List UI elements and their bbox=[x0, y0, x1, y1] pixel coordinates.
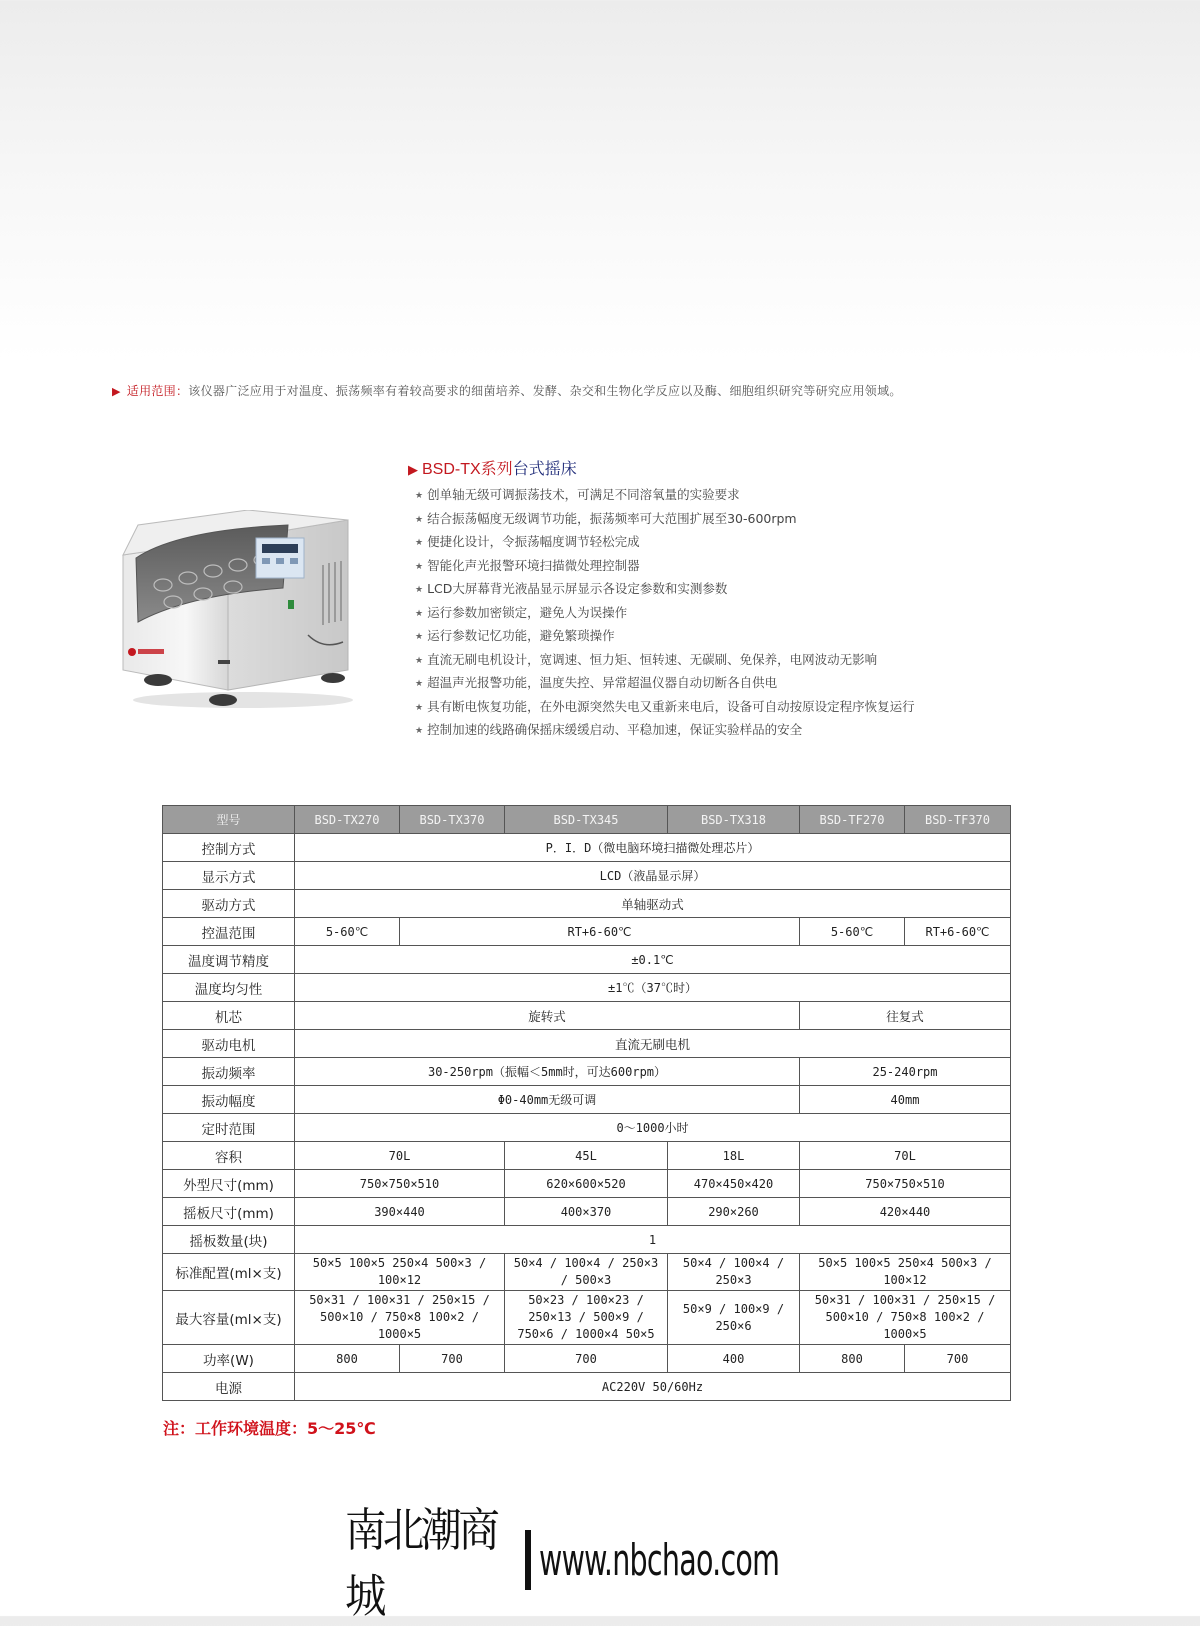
table-row bbox=[163, 946, 1011, 974]
table-row bbox=[163, 1198, 1011, 1226]
table-row bbox=[163, 1142, 1011, 1170]
table-cell: 5-60℃ bbox=[295, 918, 400, 946]
table-row bbox=[163, 1226, 1011, 1254]
feature-item: ★ LCD大屏幕背光液晶显示屏显示各设定参数和实测参数 bbox=[415, 581, 728, 596]
row-label: 温度均匀性 bbox=[163, 974, 295, 1002]
table-cell: 750×750×510 bbox=[295, 1170, 505, 1198]
table-cell: 400×370 bbox=[505, 1198, 668, 1226]
row-label: 温度调节精度 bbox=[163, 946, 295, 974]
table-row bbox=[163, 1170, 1011, 1198]
table-cell: 25-240rpm bbox=[800, 1058, 1011, 1086]
table-cell: 40mm bbox=[800, 1086, 1011, 1114]
watermark-brand: 南北潮商城 bbox=[345, 1503, 497, 1623]
table-row bbox=[163, 974, 1011, 1002]
table-cell: LCD（液晶显示屏） bbox=[295, 862, 1011, 890]
row-label: 摇板数量(块) bbox=[163, 1226, 295, 1254]
feature-item: ★ 运行参数记忆功能，避免繁琐操作 bbox=[415, 628, 615, 643]
table-cell: 往复式 bbox=[800, 1002, 1011, 1030]
table-row bbox=[163, 1114, 1011, 1142]
table-cell: 50×4 / 100×4 / 250×3 bbox=[668, 1254, 800, 1291]
row-label: 标准配置(ml×支) bbox=[163, 1254, 295, 1291]
series-title bbox=[408, 456, 577, 479]
spec-table bbox=[162, 805, 1011, 1401]
table-cell: 50×5 100×5 250×4 500×3 / 100×12 bbox=[295, 1254, 505, 1291]
star-bullet-icon: ★ bbox=[415, 561, 424, 572]
table-row bbox=[163, 1086, 1011, 1114]
scope-text: 该仪器广泛应用于对温度、振荡频率有着较高要求的细菌培养、发酵、杂交和生物化学反应以及酶、细胞组织研究等研究应用领域。 bbox=[188, 384, 902, 398]
feature-item: ★ 直流无刷电机设计，宽调速、恒力矩、恒转速、无碳刷、免保养，电网波动无影响 bbox=[415, 651, 878, 667]
table-row bbox=[163, 1254, 1011, 1291]
table-header-row bbox=[163, 806, 1011, 834]
table-cell: 470×450×420 bbox=[668, 1170, 800, 1198]
table-cell: 50×23 / 100×23 / 250×13 / 500×9 / 750×6 / 1000×4 50×5 bbox=[505, 1291, 668, 1345]
table-row bbox=[163, 1291, 1011, 1345]
star-bullet-icon: ★ bbox=[415, 585, 424, 595]
table-cell: 单轴驱动式 bbox=[295, 890, 1011, 918]
row-label: 容积 bbox=[163, 1142, 295, 1170]
star-bullet-icon: ★ bbox=[415, 491, 424, 501]
star-bullet-icon: ★ bbox=[415, 679, 424, 689]
feature-item: ★ 便捷化设计，令振荡幅度调节轻松完成 bbox=[415, 534, 640, 549]
table-cell: 18L bbox=[668, 1142, 800, 1170]
feature-item: ★ 创单轴无级可调振荡技术，可满足不同溶氧量的实验要求 bbox=[415, 487, 740, 502]
table-cell: 50×9 / 100×9 / 250×6 bbox=[668, 1291, 800, 1345]
table-cell: 800 bbox=[800, 1345, 905, 1373]
row-label: 定时范围 bbox=[163, 1114, 295, 1142]
row-label: 振动频率 bbox=[163, 1058, 295, 1086]
table-row bbox=[163, 1002, 1011, 1030]
row-label: 控温范围 bbox=[163, 918, 295, 946]
star-bullet-icon: ★ bbox=[415, 702, 424, 713]
row-label: 机芯 bbox=[163, 1002, 295, 1030]
table-cell: 旋转式 bbox=[295, 1002, 800, 1030]
table-cell: 45L bbox=[505, 1142, 668, 1170]
application-scope bbox=[112, 382, 1112, 399]
table-cell: 50×4 / 100×4 / 250×3 / 500×3 bbox=[505, 1254, 668, 1291]
table-cell: 750×750×510 bbox=[800, 1170, 1011, 1198]
table-cell: 700 bbox=[905, 1345, 1011, 1373]
star-bullet-icon: ★ bbox=[415, 655, 424, 666]
scope-label: 适用范围： bbox=[126, 384, 189, 398]
table-row bbox=[163, 862, 1011, 890]
table-cell: P．I．D（微电脑环境扫描微处理芯片） bbox=[295, 834, 1011, 862]
row-label: 摇板尺寸(mm) bbox=[163, 1198, 295, 1226]
table-cell: 700 bbox=[400, 1345, 505, 1373]
table-row bbox=[163, 918, 1011, 946]
header-cell: BSD-TX345 bbox=[505, 806, 668, 834]
row-label: 最大容量(ml×支) bbox=[163, 1291, 295, 1345]
star-bullet-icon: ★ bbox=[415, 514, 424, 525]
series-type: 台式摇床 bbox=[512, 461, 577, 478]
feature-item: ★ 超温声光报警功能，温度失控、异常超温仪器自动切断各自供电 bbox=[415, 675, 778, 690]
table-cell: AC220V 50/60Hz bbox=[295, 1373, 1011, 1401]
table-cell: 50×31 / 100×31 / 250×15 / 500×10 / 750×8 100×2 / 1000×5 bbox=[800, 1291, 1011, 1345]
header-cell: BSD-TX370 bbox=[400, 806, 505, 834]
feature-item: ★ 结合振荡幅度无级调节功能，振荡频率可大范围扩展至30-600rpm bbox=[415, 510, 797, 526]
table-cell: 800 bbox=[295, 1345, 400, 1373]
watermark-divider bbox=[525, 1530, 531, 1590]
header-cell: BSD-TX270 bbox=[295, 806, 400, 834]
star-bullet-icon: ★ bbox=[415, 608, 424, 619]
table-row bbox=[163, 1030, 1011, 1058]
table-cell: ±0.1℃ bbox=[295, 946, 1011, 974]
table-cell: 50×5 100×5 250×4 500×3 / 100×12 bbox=[800, 1254, 1011, 1291]
table-row bbox=[163, 1058, 1011, 1086]
feature-list bbox=[415, 483, 915, 742]
series-name: BSD-TX系列 bbox=[422, 461, 513, 478]
table-cell: 0～1000小时 bbox=[295, 1114, 1011, 1142]
table-cell: RT+6-60℃ bbox=[400, 918, 800, 946]
environment-note: 注：工作环境温度：5～25℃ bbox=[163, 1419, 376, 1438]
star-bullet-icon: ★ bbox=[415, 538, 424, 548]
table-cell: 420×440 bbox=[800, 1198, 1011, 1226]
watermark-url: www.nbchao.com bbox=[539, 1534, 780, 1586]
feature-item: ★ 智能化声光报警环境扫描微处理控制器 bbox=[415, 557, 640, 573]
table-cell: 50×31 / 100×31 / 250×15 / 500×10 / 750×8 100×2 / 1000×5 bbox=[295, 1291, 505, 1345]
table-cell: Φ0-40mm无级可调 bbox=[295, 1086, 800, 1114]
row-label: 显示方式 bbox=[163, 862, 295, 890]
table-row bbox=[163, 1345, 1011, 1373]
table-cell: 700 bbox=[505, 1345, 668, 1373]
star-bullet-icon: ★ bbox=[415, 632, 424, 642]
feature-item: ★ 运行参数加密锁定，避免人为误操作 bbox=[415, 604, 628, 620]
table-cell: 290×260 bbox=[668, 1198, 800, 1226]
table-cell: 1 bbox=[295, 1226, 1011, 1254]
watermark bbox=[345, 1503, 873, 1623]
row-label: 振动幅度 bbox=[163, 1086, 295, 1114]
triangle-bullet-icon: ▶ bbox=[408, 462, 418, 477]
feature-item: ★ 控制加速的线路确保摇床缓缓启动、平稳加速，保证实验样品的安全 bbox=[415, 722, 803, 737]
row-label: 电源 bbox=[163, 1373, 295, 1401]
row-label: 控制方式 bbox=[163, 834, 295, 862]
table-cell: 70L bbox=[800, 1142, 1011, 1170]
header-cell: 型号 bbox=[163, 806, 295, 834]
table-cell: 70L bbox=[295, 1142, 505, 1170]
triangle-bullet-icon: ▶ bbox=[112, 385, 121, 398]
table-cell: 直流无刷电机 bbox=[295, 1030, 1011, 1058]
table-cell: 390×440 bbox=[295, 1198, 505, 1226]
star-bullet-icon: ★ bbox=[415, 726, 424, 736]
table-cell: RT+6-60℃ bbox=[905, 918, 1011, 946]
table-cell: 620×600×520 bbox=[505, 1170, 668, 1198]
table-row bbox=[163, 1373, 1011, 1401]
table-row bbox=[163, 890, 1011, 918]
shaker-product-image bbox=[118, 510, 368, 715]
header-cell: BSD-TF370 bbox=[905, 806, 1011, 834]
row-label: 驱动方式 bbox=[163, 890, 295, 918]
table-cell: 5-60℃ bbox=[800, 918, 905, 946]
header-cell: BSD-TF270 bbox=[800, 806, 905, 834]
table-cell: 30-250rpm（振幅＜5mm时，可达600rpm） bbox=[295, 1058, 800, 1086]
feature-item: ★ 具有断电恢复功能，在外电源突然失电又重新来电后，设备可自动按原设定程序恢复运行 bbox=[415, 698, 915, 714]
row-label: 外型尺寸(mm) bbox=[163, 1170, 295, 1198]
row-label: 驱动电机 bbox=[163, 1030, 295, 1058]
table-row bbox=[163, 834, 1011, 862]
row-label: 功率(W) bbox=[163, 1345, 295, 1373]
table-cell: 400 bbox=[668, 1345, 800, 1373]
header-cell: BSD-TX318 bbox=[668, 806, 800, 834]
table-cell: ±1℃（37℃时） bbox=[295, 974, 1011, 1002]
